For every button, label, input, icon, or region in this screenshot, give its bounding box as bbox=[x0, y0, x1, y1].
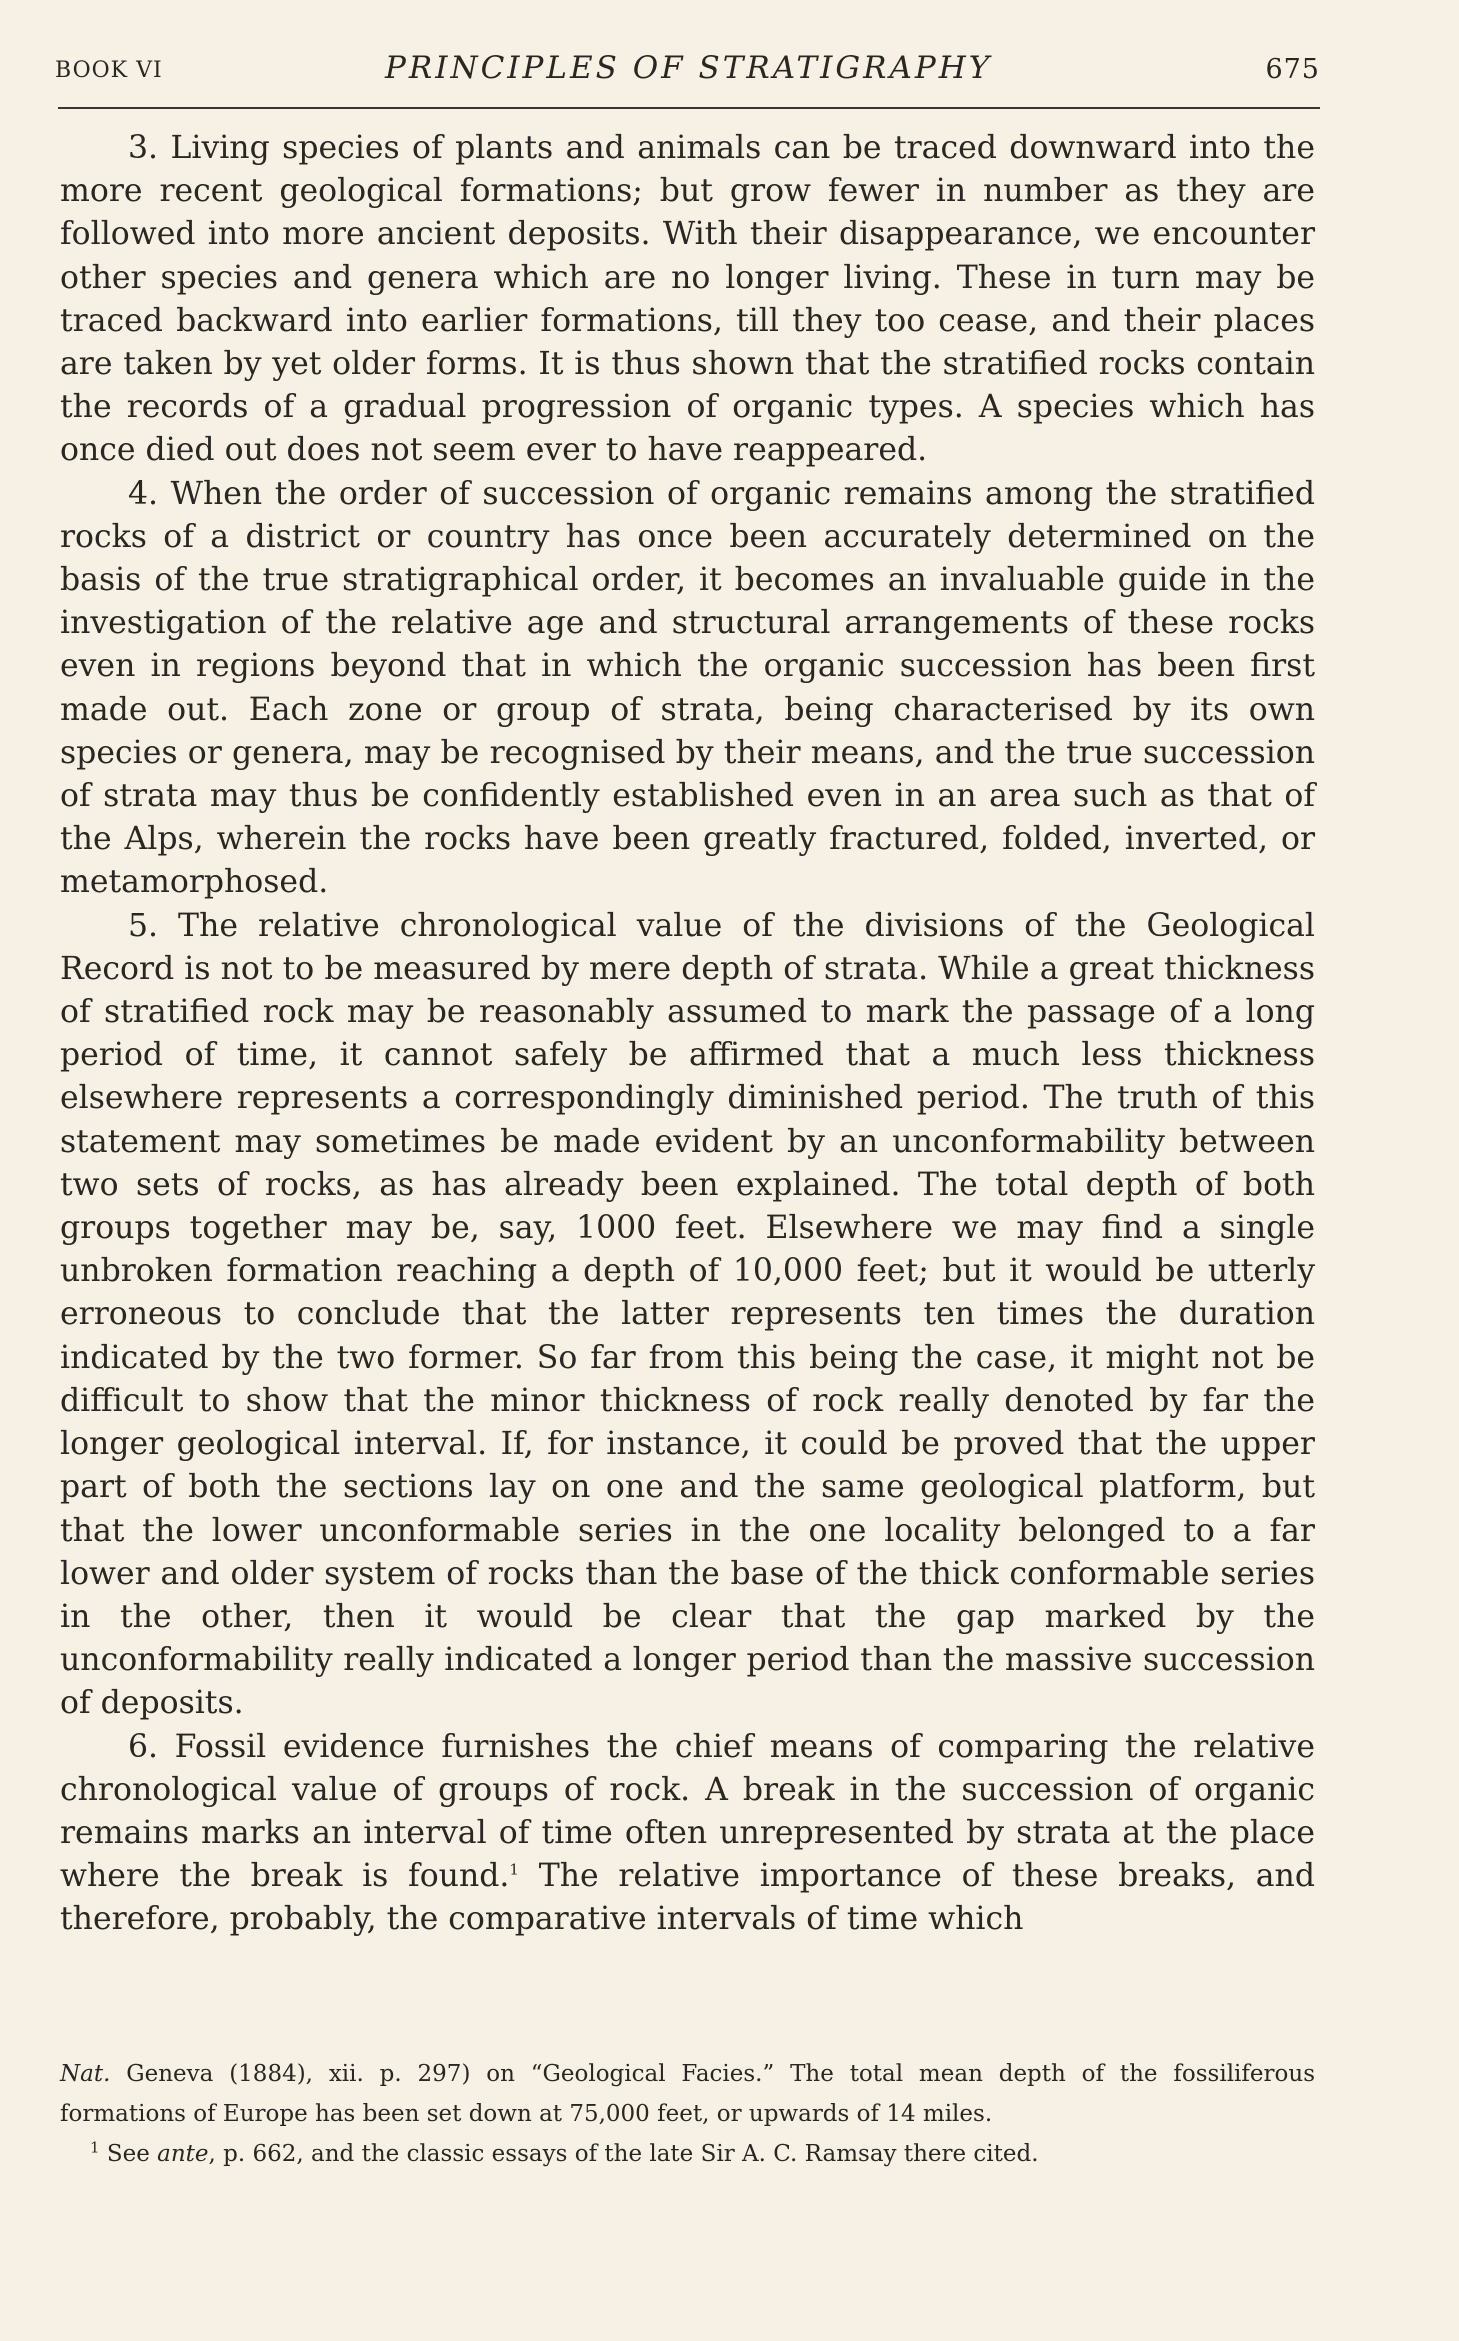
footnote-1-italic: ante bbox=[157, 2141, 209, 2167]
page-number: 675 bbox=[1265, 54, 1320, 85]
footnote-1-pre: See bbox=[99, 2141, 158, 2167]
footnote-1-marker: 1 bbox=[90, 2138, 100, 2157]
header-rule bbox=[58, 107, 1320, 109]
paragraph-5: 5. The relative chronological value of the divisions of the Geological Record is not to be measured by mere depth of strata. While a great thickness of stratified rock may be reasonably assumed to mark the passage of a long period of time, it cannot safely be affirmed that a much less thickness elsewhere represents a correspondingly diminished period. The truth of this statement may sometimes be made evident by an unconformability between two sets of rocks, as has already been explained. The total depth of both groups together may be, say, 1000 feet. Elsewhere we may find a single unbroken formation reaching a depth of 10,000 feet; but it would be utterly erroneous to conclude that the latter represents ten times the duration indicated by the two former. So far from this being the case, it might not be difficult to show that the minor thickness of rock really denoted by far the longer geological interval. If, for instance, it could be proved that the upper part of both the sections lay on one and the same geological platform, but that the lower unconformable series in the one locality belonged to a far lower and older system of rocks than the base of the thick conformable series in the other, then it would be clear that the gap marked by the unconformability really indicated a longer period than the massive succession of deposits. bbox=[60, 907, 1315, 1722]
footnote-1-post: , p. 662, and the classic essays of the late Sir A. C. Ramsay there cited. bbox=[208, 2141, 1039, 2167]
paragraph-4: 4. When the order of succession of organic remains among the stratified rocks of a district or country has once been accurately determined on the basis of the true stratigraphical order, it becomes an invaluable guide in the investigation of the relative age and structural arrangements of these rocks even in regions beyond that in which the organic succession has been first made out. Each zone or group of strata, being characterised by its own species or genera, may be recognised by their means, and the true succession of strata may thus be confidently established even in an area such as that of the Alps, wherein the rocks have been greatly fractured, folded, inverted, or metamorphosed. bbox=[60, 475, 1315, 901]
paragraph-3: 3. Living species of plants and animals can be traced downward into the more recent geological formations; but grow fewer in number as they are followed into more ancient deposits. With their disappearance, we encounter other species and genera which are no longer living. These in turn may be traced backward into earlier formations, till they too cease, and their places are taken by yet older forms. It is thus shown that the stratified rocks contain the records of a gradual progression of organic types. A species which has once died out does not seem ever to have reappeared. bbox=[60, 130, 1315, 469]
paragraph-6 bbox=[60, 1726, 1315, 1942]
footnote-reference: 1 bbox=[509, 1860, 519, 1879]
footnote-1 bbox=[60, 2134, 1315, 2174]
running-header bbox=[55, 46, 1320, 90]
footnote-continued bbox=[60, 2054, 1315, 2134]
paragraph-6-tail: The relative importance of these breaks, and therefore, probably, the comparative intervals of time which bbox=[60, 1858, 1315, 1938]
page-title: PRINCIPLES OF STRATIGRAPHY bbox=[385, 50, 993, 86]
book-label: BOOK VI bbox=[55, 58, 163, 83]
paragraph-6-text: 6. Fossil evidence furnishes the chief means of comparing the relative chronological value of groups of rock. A break in the succession of organic remains marks an interval of time often unrepresented by strata at the place where the break is found. bbox=[60, 1728, 1315, 1895]
footnote-continued-text: Geneva (1884), xii. p. 297) on “Geological Facies.” The total mean depth of the fossiliferous formations of Europe has been set down at 75,000 feet, or upwards of 14 miles. bbox=[60, 2061, 1315, 2127]
footnotes bbox=[60, 2054, 1315, 2174]
footnote-continued-italic: Nat. bbox=[60, 2061, 111, 2087]
body-text bbox=[60, 127, 1315, 1942]
